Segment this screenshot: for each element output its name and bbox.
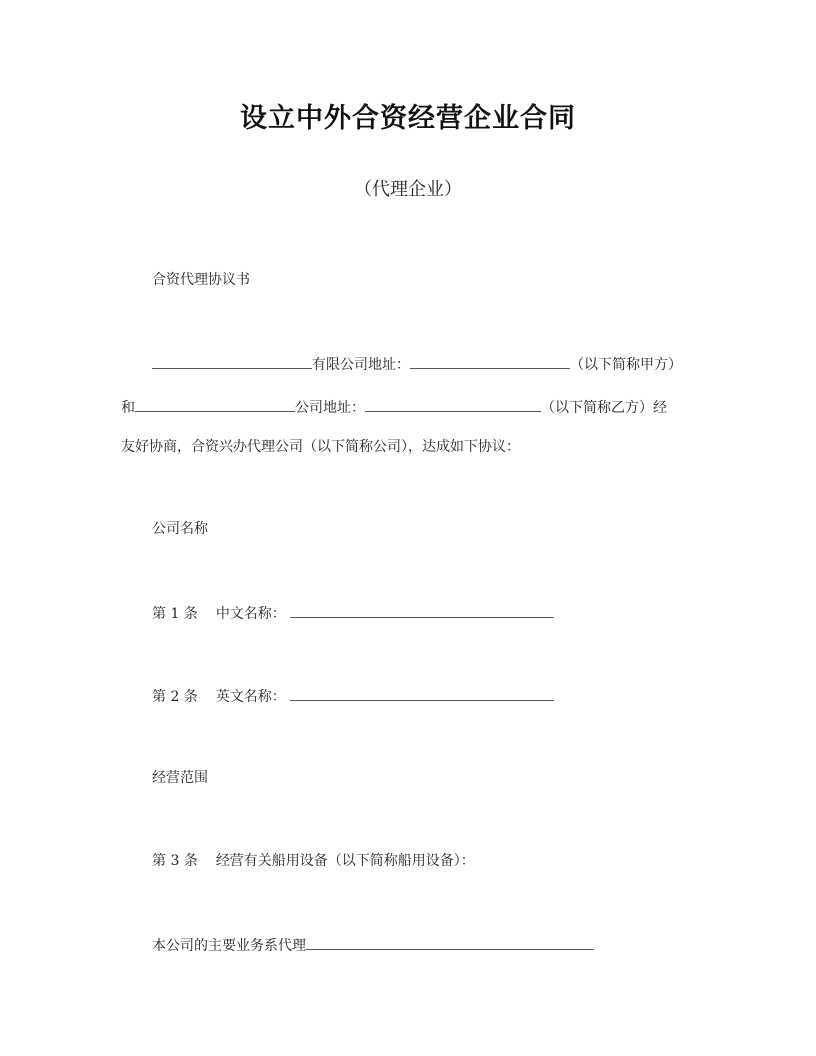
- article-3: [152, 852, 475, 870]
- article-3-text: 经营有关船用设备（以下简称船用设备）：: [215, 853, 475, 869]
- party-b-alias: （以下简称乙方）经: [541, 400, 667, 416]
- section-business-scope: 经营范围: [152, 770, 208, 786]
- party-line-3: 友好协商，合资兴办代理公司（以下简称公司），达成如下协议：: [121, 439, 520, 455]
- and-label: 和: [121, 400, 135, 416]
- party-a-address-blank[interactable]: [410, 354, 570, 369]
- document-subtitle: （代理企业）: [354, 179, 462, 200]
- party-line-1: [152, 354, 682, 374]
- main-business-label: 本公司的主要业务系代理: [152, 938, 306, 954]
- party-b-name-blank[interactable]: [135, 397, 295, 412]
- english-name-blank[interactable]: [290, 686, 554, 701]
- article-1: [152, 603, 554, 623]
- main-business-line: [152, 935, 594, 955]
- party-b-address-label: 公司地址：: [295, 400, 365, 416]
- party-a-alias: （以下简称甲方）: [570, 357, 682, 373]
- article-1-number: 第 1 条: [152, 606, 198, 622]
- article-2-label: 英文名称：: [215, 689, 286, 705]
- article-2: [152, 686, 554, 706]
- heading-agreement: 合资代理协议书: [152, 272, 250, 288]
- article-3-number: 第 3 条: [152, 853, 198, 869]
- article-2-number: 第 2 条: [152, 689, 198, 705]
- party-a-address-label: 有限公司地址：: [312, 357, 410, 373]
- section-company-name: 公司名称: [152, 521, 208, 537]
- party-line-2: [121, 397, 667, 417]
- main-business-blank[interactable]: [306, 935, 594, 950]
- chinese-name-blank[interactable]: [290, 603, 554, 618]
- document-title: 设立中外合资经营企业合同: [240, 103, 576, 134]
- article-1-label: 中文名称：: [215, 606, 286, 622]
- party-a-name-blank[interactable]: [152, 354, 312, 369]
- party-b-address-blank[interactable]: [365, 397, 541, 412]
